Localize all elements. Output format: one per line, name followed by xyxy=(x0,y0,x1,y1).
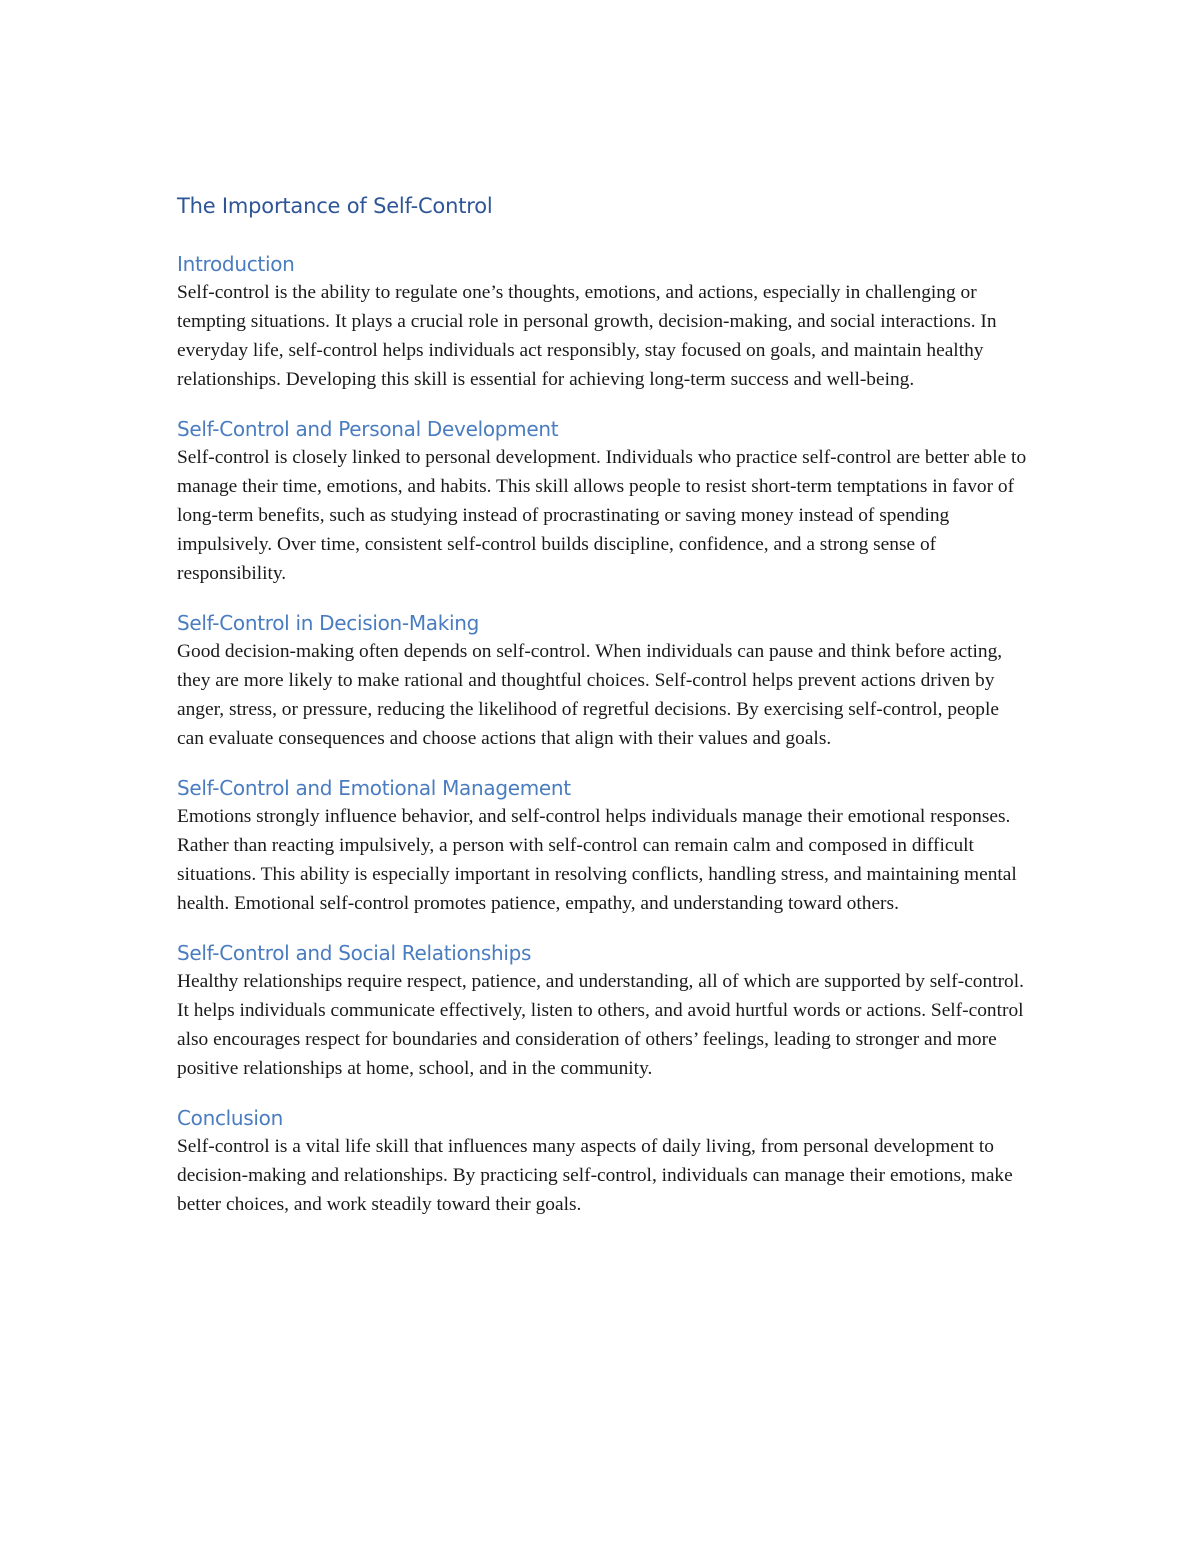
section-paragraph: Self-control is closely linked to personal development. Individuals who practice self-control are better able to manage their time, emotions, and habits. This skill allows people to resist short-term temptations in favor of long-term benefits, such as studying instead of procrastinating or saving money instead of spending impulsively. Over time, consistent self-control builds discipline, confidence, and a strong sense of responsibility. xyxy=(177,447,1027,584)
section-social-relationships xyxy=(177,939,1027,1083)
section-heading: Self-Control in Decision-Making xyxy=(177,611,480,635)
section-paragraph: Emotions strongly influence behavior, and self-control helps individuals manage their emotional responses. Rather than reacting impulsively, a person with self-control can remain calm and composed in difficult situations. This ability is especially important in resolving conflicts, handling stress, and maintaining mental health. Emotional self-control promotes patience, empathy, and understanding toward others. xyxy=(177,806,1017,914)
section-paragraph: Self-control is a vital life skill that influences many aspects of daily living, from personal development to decision-making and relationships. By practicing self-control, individuals can manage their emotions, make better choices, and work steadily toward their goals. xyxy=(177,1136,1013,1215)
section-heading: Self-Control and Personal Development xyxy=(177,417,559,441)
document-title: The Importance of Self-Control xyxy=(177,194,493,218)
section-decision-making xyxy=(177,609,1027,753)
section-conclusion xyxy=(177,1104,1027,1219)
document-content xyxy=(177,188,1027,1240)
section-heading: Self-Control and Social Relationships xyxy=(177,941,532,965)
section-paragraph: Good decision-making often depends on self-control. When individuals can pause and think before acting, they are more likely to make rational and thoughtful choices. Self-control helps prevent actions driven by anger, stress, or pressure, reducing the likelihood of regretful decisions. By exercising self-control, people can evaluate consequences and choose actions that align with their values and goals. xyxy=(177,641,1003,749)
section-paragraph: Healthy relationships require respect, patience, and understanding, all of which are supported by self-control. It helps individuals communicate effectively, listen to others, and avoid hurtful words or actions. Self-control also encourages respect for boundaries and consideration of others’ feelings, leading to stronger and more positive relationships at home, school, and in the community. xyxy=(177,971,1024,1079)
section-emotional-management xyxy=(177,774,1027,918)
section-heading: Self-Control and Emotional Management xyxy=(177,776,571,800)
section-paragraph: Self-control is the ability to regulate one’s thoughts, emotions, and actions, especially in challenging or tempting situations. It plays a crucial role in personal growth, decision-making, and social interactions. In everyday life, self-control helps individuals act responsibly, stay focused on goals, and maintain healthy relationships. Developing this skill is essential for achieving long-term success and well-being. xyxy=(177,282,997,390)
section-introduction xyxy=(177,250,1027,394)
section-personal-development xyxy=(177,415,1027,588)
section-heading: Introduction xyxy=(177,252,295,276)
section-heading: Conclusion xyxy=(177,1106,283,1130)
